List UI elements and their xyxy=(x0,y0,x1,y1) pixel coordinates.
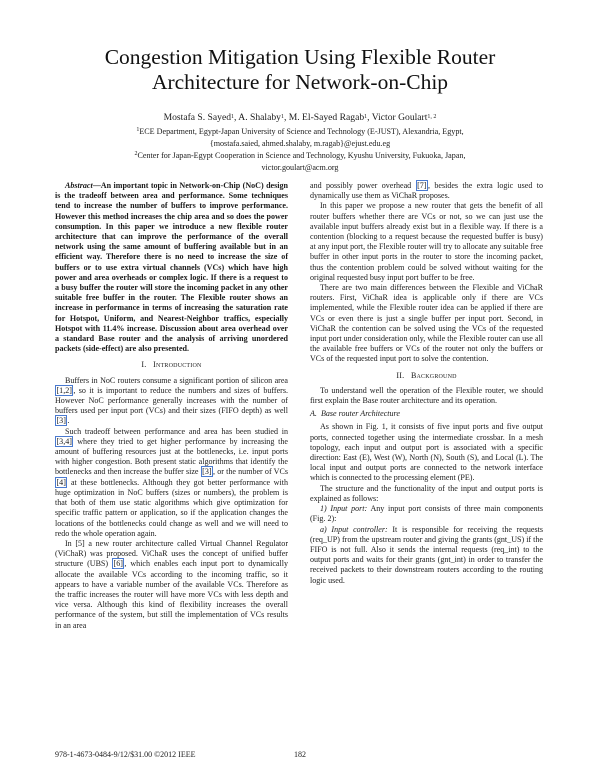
right-paragraph-1 xyxy=(310,181,543,201)
affil-sup: 1 xyxy=(136,127,140,133)
text-run: where they tried to get higher performance by increasing the amount of buffering resources just at the bottlenecks, i.e. input ports with higher congestion. Both present static algorithms that identify the bottlenecks and then increase the buffer size xyxy=(55,436,288,477)
citation-link[interactable]: [3,4] xyxy=(56,436,72,446)
abstract-label: Abstract xyxy=(65,181,93,190)
citation-link[interactable]: [3] xyxy=(202,467,212,477)
subsection-number: A. xyxy=(310,409,317,419)
right-paragraph-3: There are two main differences between the Flexible and ViChaR routers. First, ViChaR idea is applicable only if there are VCs implemented, while the Flexible router idea can be applied if there are VCs or even there is just a single buffer per input port. Second, in ViChaR the contention can be solved using the VCs of the requested input port under consideration only, while the Flexible router can use all the available free buffers or VCs of the router not only the buffers or VCs of the requested input port to solve the contention. xyxy=(310,283,543,364)
section-title: Introduction xyxy=(153,360,202,370)
author-list: Mostafa S. Sayed$^1$, A. Shalaby$^1$, M. El-Sayed Ragab$^1$, Victor Goulart$^{1, 2}$ xyxy=(163,112,437,123)
affiliation-1 xyxy=(60,126,540,149)
footer-isbn: 978-1-4673-0484-9/12/$31.00 ©2012 IEEE xyxy=(55,750,196,759)
subsection-title: Base router Architecture xyxy=(320,409,400,419)
author-sup: 1 xyxy=(280,114,284,120)
intro-paragraph-2 xyxy=(55,427,288,539)
citation-link[interactable]: [4] xyxy=(56,477,66,487)
author-name: Victor Goulart xyxy=(371,112,428,123)
author-sup: 1 xyxy=(231,114,235,120)
section-number: II. xyxy=(396,370,405,380)
right-column xyxy=(310,181,543,586)
input-port-paragraph xyxy=(310,504,543,524)
abstract-text: —An important topic in Network-on-Chip (NoC) design is the tradeoff between area and performance. Some techniques tend to increase the number of buffers to improve performance. However this method increases the chip area and so does the power consumption. In this paper we introduce a new flexible router architecture that can improve the performance of the overall network using the same amount of buffering available but in an efficient way. Therefore there is no need to increase the size of buffers or to use extra virtual channels (VCs) which have high power and area overheads or complex logic. If there is a request to a busy buffer the router will store the incoming packet in any other suitable free buffer in the router. The Flexible router shows an increase in performance in terms of increasing the saturation rate for Hotspot, Uniform, and Nearest-Neighbor traffics, especially Hotspot with 11.4% increase. Discussion about area overhead over a standard Base router and the analysis of arriving unordered packets (side-effect) are also presented. xyxy=(55,181,288,354)
right-paragraph-2: In this paper we propose a new router that gets the benefit of all router buffers whether there are VCs or not, so we can just use the available input buffers already exist but in a flexible way. If there is a contention (blocking to a request because the requested buffer is busy) at any input port, the Flexible router will try to allocate any suitable free buffer in other input ports in the router to store the incoming packet, thus the contention problem could be solved without waiting for the original requested busy input port buffer to be free. xyxy=(310,201,543,282)
left-column xyxy=(55,181,288,631)
affil-emails: victor.goulart@acm.org xyxy=(261,162,339,172)
abstract xyxy=(55,181,288,354)
paper-title xyxy=(40,45,560,95)
author-name: Mostafa S. Sayed xyxy=(163,112,232,123)
text-run: . xyxy=(67,416,70,426)
base-router-paragraph-1: As shown in Fig. 1, it consists of five input ports and five output ports, connected together using the intermediate crossbar. In a mesh topology, each input and output port is associated with a specific direction: East (E), West (W), North (N), South (S), and Local (L). The local input and output ports are connected to the network interface which is connected to the processing element (PE). xyxy=(310,422,543,483)
author-name: A. Shalaby xyxy=(238,112,281,123)
text-run: , which enables each input port to dynamically allocate the available VCs according to the incoming traffic, so it appears to have a variable number of the available VCs. Therefore as the traffic increases the router will have more VCs with less depth and vice versa. Although this kind of flexibility increases the overall performance of the system, but still the implementation of VCs results in an area xyxy=(55,559,288,630)
author-sup: 1, 2 xyxy=(427,114,437,120)
text-run: Such tradeoff between performance and area has been studied in xyxy=(65,426,288,436)
affil-sup: 2 xyxy=(134,151,138,157)
text-run: In [5] a new router architecture called Virtual Channel Regulator (ViChaR) was proposed. ViChaR uses the concept of unified buffer structure (UBS) xyxy=(55,538,288,569)
page-number: 182 xyxy=(294,750,306,759)
section-heading-background xyxy=(310,371,543,381)
text-run: , so it is important to reduce the numbers and sizes of buffers. However NoC performance generally increases with the number of buffers used per input port (VCs) and their sizes (FIFO depth) as well xyxy=(55,385,288,416)
citation-link[interactable]: [3] xyxy=(56,416,66,426)
base-router-paragraph-2: The structure and the functionality of the input and output ports is explained as follows: xyxy=(310,483,543,503)
text-run: It is responsible for receiving the requests (req_UP) from the upstream router and giving the grants (gnt_US) if the FIFO is not full. Also it sends the internal requests (req_int) to the output ports and waits for their grants (gnt_int) in order to transfer the received packets to their downstream routers according to the routing logic used. xyxy=(310,524,543,585)
text-run: , or the number of VCs xyxy=(213,467,288,477)
subsection-heading-base-router xyxy=(310,409,543,419)
text-run: Any input port consists of three main components (Fig. 2): xyxy=(310,504,543,524)
text-run: Buffers in NoC routers consume a significant portion of silicon area xyxy=(65,375,288,385)
section-heading-introduction xyxy=(55,360,288,370)
affil-emails: {mostafa.saied, ahmed.shalaby, m.ragab}@ejust.edu.eg xyxy=(209,138,391,148)
text-run: and possibly power overhead xyxy=(310,181,416,190)
author-name: M. El-Sayed Ragab xyxy=(288,112,365,123)
citation-link[interactable]: [6] xyxy=(113,559,123,569)
citation-link[interactable]: [1,2] xyxy=(56,385,72,395)
background-paragraph-1: To understand well the operation of the Flexible router, we should first explain the Base router architecture and its operation. xyxy=(310,385,543,406)
text-run: at these bottlenecks. Although they got better performance with huge optimization in NoC buffers (sizes or numbers), the problem is that both of them use static algorithms which give optimization for specific traffic pattern or application, so if the application changes the locations of the bottlenecks could change as well and we will need to redo the whole operation again. xyxy=(55,477,288,538)
intro-paragraph-3 xyxy=(55,539,288,631)
intro-paragraph-1 xyxy=(55,376,288,427)
section-title: Background xyxy=(410,370,457,380)
section-number: I. xyxy=(141,360,147,370)
input-controller-paragraph xyxy=(310,525,543,586)
author-sup: 1 xyxy=(364,114,368,120)
citation-link[interactable]: [7] xyxy=(417,181,427,190)
paragraph-label: a) Input controller: xyxy=(320,524,388,534)
text-run: , besides the extra logic used to dynamically use them as ViChaR proposes. xyxy=(310,181,543,201)
affil-text: Center for Japan-Egypt Cooperation in Science and Technology, Kyushu University, Fukuoka, Japan, xyxy=(137,151,466,160)
paragraph-label: 1) Input port: xyxy=(320,504,368,514)
affil-text: ECE Department, Egypt-Japan University of Science and Technology (E-JUST), Alexandria, Egypt, xyxy=(139,127,464,136)
affiliation-2 xyxy=(60,150,540,173)
title-line-2: Architecture for Network-on-Chip xyxy=(151,70,449,94)
title-line-1: Congestion Mitigation Using Flexible Router xyxy=(104,45,496,69)
